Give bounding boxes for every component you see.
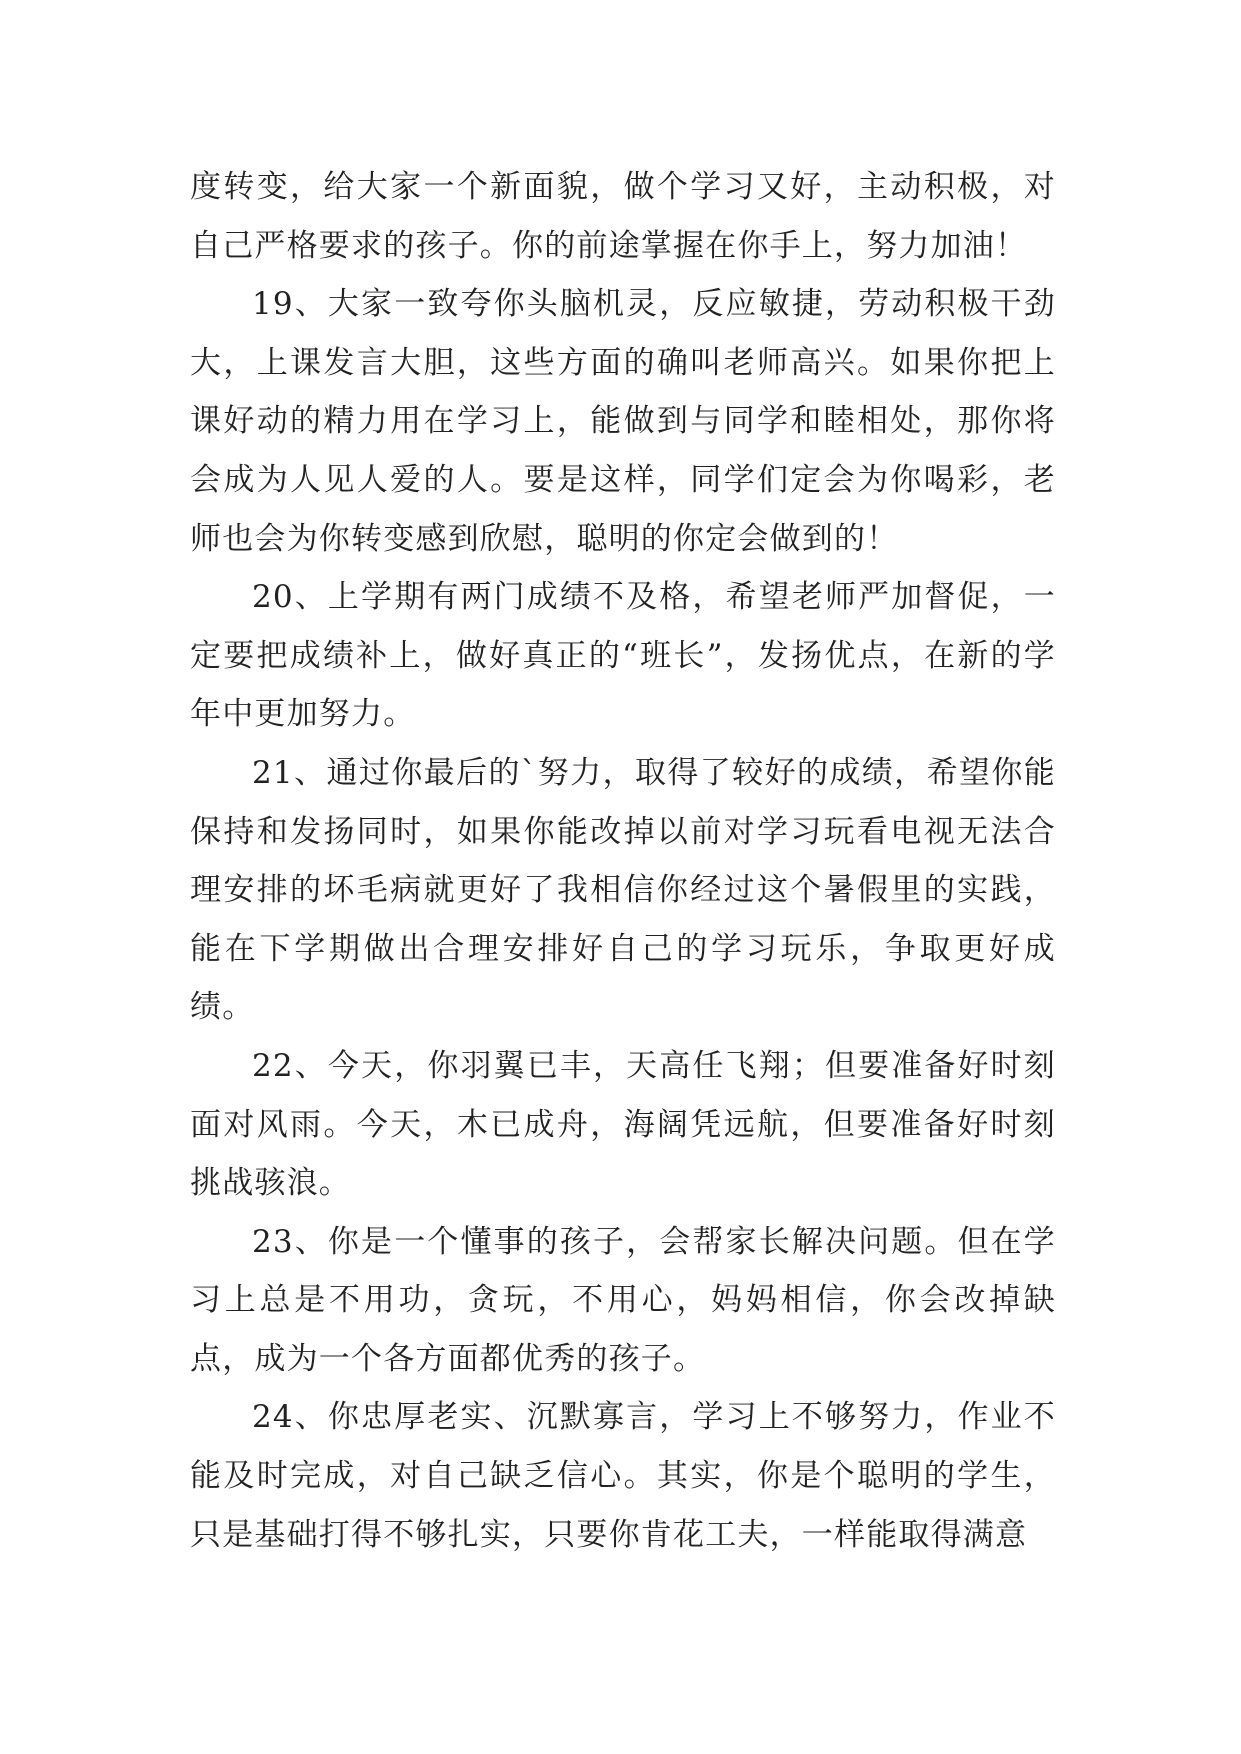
- paragraph-21: 21、通过你最后的`努力，取得了较好的成绩，希望你能保持和发扬同时，如果你能改掉以前对学习玩看电视无法合理安排的坏毛病就更好了我相信你经过这个暑假里的实践，能在下学期做出合理安排好自己的学习玩乐，争取更好成绩。: [190, 754, 1056, 1026]
- paragraph-24: 24、你忠厚老实、沉默寡言，学习上不够努力，作业不能及时完成，对自己缺乏信心。其实，你是个聪明的学生，只是基础打得不够扎实，只要你肯花工夫，一样能取得满意: [190, 1399, 1056, 1553]
- paragraph-23: 23、你是一个懂事的孩子，会帮家长解决问题。但在学习上总是不用功，贪玩，不用心，妈妈相信，你会改掉缺点，成为一个各方面都优秀的孩子。: [190, 1223, 1056, 1377]
- paragraph-22: 22、今天，你羽翼已丰，天高任飞翔；但要准备好时刻面对风雨。今天，木已成舟，海阔凭远航，但要准备好时刻挑战骇浪。: [190, 1047, 1056, 1202]
- paragraph-19: 19、大家一致夸你头脑机灵，反应敏捷，劳动积极干劲大，上课发言大胆，这些方面的确叫老师高兴。如果你把上课好动的精力用在学习上，能做到与同学和睦相处，那你将会成为人见人爱的人。要是这样，同学们定会为你喝彩，老师也会为你转变感到欣慰，聪明的你定会做到的！: [190, 286, 1056, 557]
- document-page: [190, 158, 1056, 1658]
- paragraph-continuation: 度转变，给大家一个新面貌，做个学习又好，主动积极，对自己严格要求的孩子。你的前途掌握在你手上，努力加油！: [190, 169, 1056, 264]
- paragraph-20: 20、上学期有两门成绩不及格，希望老师严加督促，一定要把成绩补上，做好真正的“班长”，发扬优点，在新的学年中更加努力。: [190, 579, 1056, 733]
